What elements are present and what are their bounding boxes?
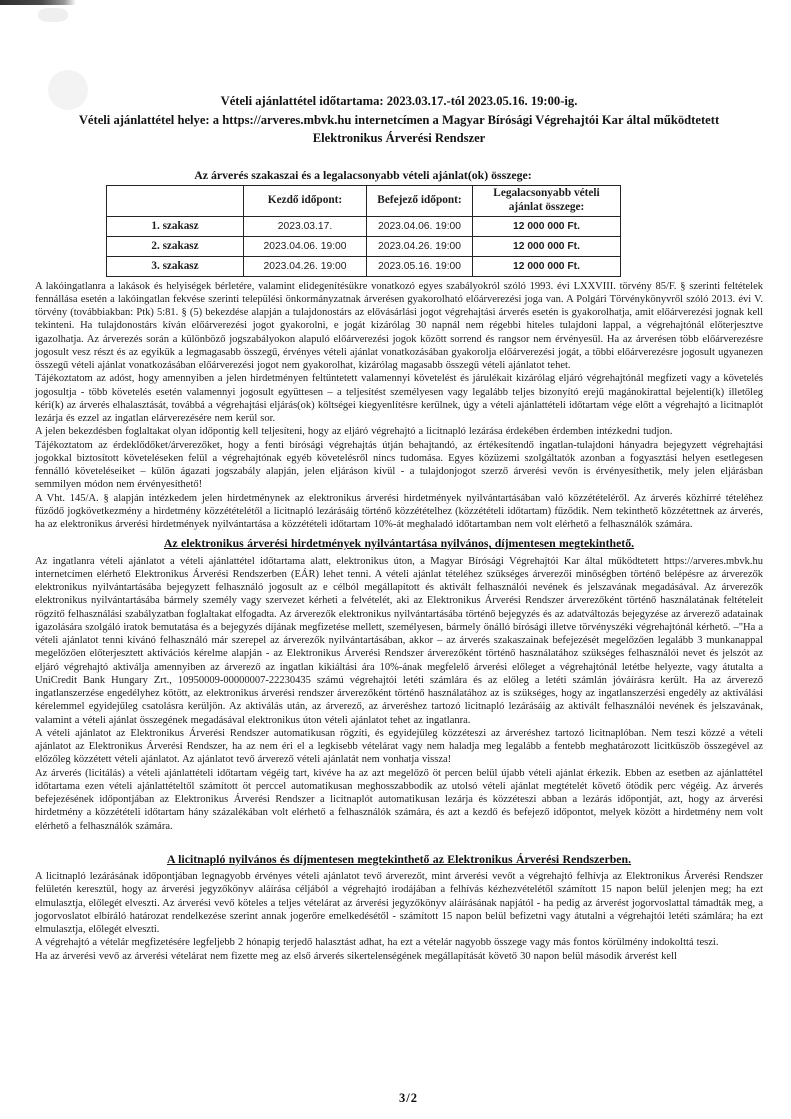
stage-2-start: 2023.04.06. 19:00 bbox=[244, 236, 367, 256]
auction-stages-section bbox=[106, 168, 620, 277]
heading-registry-public: Az elektronikus árverési hirdetmények nyilvántartása nyilvános, díjmentesen megtekinthető. bbox=[163, 536, 635, 551]
title-line-place: Vételi ajánlattétel helye: a https://arveres.mbvk.hu internetcímen a Magyar Bírósági Végrehajtói Kar által működtetett Elektronikus Árverési Rendszer bbox=[78, 112, 720, 145]
paragraph-second-auction: Ha az árverési vevő az árverési vételárat nem fizette meg az első árverés sikertelenségének megállapítását követő 30 napon belül második árverést kell bbox=[35, 950, 677, 962]
table-row bbox=[107, 236, 621, 256]
stage-1-start: 2023.03.17. bbox=[244, 216, 367, 236]
paragraph-debtor-notice: Tájékoztatom az adóst, hogy amennyiben a jelen hirdetményen feltüntetett valamennyi követelést és járulékait kizárólag eljáró végrehajtónál megfizeti vagy a követelés jogosultja - több követelés esetén valamennyi jogosult együttesen – a teljesítést személyesen vagy legalább teljes bizonyító erejű magánokirattal bejelenti(k) illetőleg kéri(k) az árverés elhalasztását, továbbá a végrehajtási eljárás(ok) költségei kiegyenlítésre kerülnek, úgy a vételi ajánlattételi időtartam vége előtt a végrehajtó a licitnaplót lezárja és ezzel az ingatlan elárverezésére nem kerül sor. bbox=[35, 373, 763, 424]
paragraph-auction-duration: Az árverés (licitálás) a vételi ajánlattételi időtartam végéig tart, kivéve ha az azt megelőző öt percen belül újabb vételi ajánlat érkezik. Ebben az esetben az ajánlattétel időtartama ezen vételi ajánlattételtől számított öt perccel automatikusan meghosszabbodik az utolsó vételi ajánlat megtételét követő ötödik perc végéig. Az árverés befejezésének időpontjában az Elektronikus Árverési Rendszer a licitnaplót automatikusan lezárja és közzéteszi abban a lezárás időpontját, azt, hogy az árverési hirdetmény a közzétételi időtartam hány százalékában volt elérhető a felhasználók számára, és azt a kezdő és befejező időpontot, melyek között a hirdetmény nem volt elérhető a felhasználók számára. bbox=[35, 767, 763, 832]
scan-artifact-smudge bbox=[38, 8, 68, 22]
document-title bbox=[35, 92, 763, 148]
paragraph-vht-publication: A Vht. 145/A. § alapján intézkedem jelen hirdetménynek az elektronikus árverési hirdetmények nyilvántartásában való közzétételéről. Az árverés közhírré tételéhez fűződő jogkövetkezmény a hirdetmény közzétételétől a licitnapló lezárásáig történő közzétételhez (közzétételi időtartam) fűződik. Nem tekinthető közzétettnek az árverés, ha az elektronikus árverési hirdetmények nyilvántartása a közzétételi időtartam 10%-át meghaladó időtartamban nem volt elérhető a felhasználók számára. bbox=[35, 492, 763, 530]
header-min-bid: Legalacsonyabb vételi ajánlat összege: bbox=[473, 185, 621, 216]
header-end: Befejező időpont: bbox=[367, 185, 473, 216]
table-header-row bbox=[107, 185, 621, 216]
legal-body-text bbox=[35, 280, 763, 963]
stage-2-label: 2. szakasz bbox=[107, 236, 244, 256]
paragraph-preemption-rights: A lakóingatlanra a lakások és helyiségek bérletére, valamint elidegenítésükre vonatkozó egyes szabályokról szóló 1993. évi LXXVIII. törvény 85/F. § szerinti feltételek fennállása esetén a lakóingatlan fekvése szerinti települési önkormányzatnak árverésen gyakorolható előárverezési joga van. A Polgári Törvénykönyvről szóló 2013. évi V. törvény (továbbiakban: Ptk) 5:81. § (5) bekezdése alapján a tulajdonostárs az elővásárlási jogot végrehajtási árverés esetén is gyakorolhatja, amit előárverezési jognak kell tekinteni. Ha tulajdonostárs kíván előárverezési jogot gyakorolni, e jogát kizárólag 30 napnál nem régebbi hiteles tulajdoni lappal, a végrehajtónál előterjesztve igazolhatja. Az árverezés során a különböző jogszabályokon alapuló előárverezési jogok között sorrend és rangsor nem érvényesül. Ha az árverésen több előárverezésre jogosult vesz részt és az egyikük a legmagasabb összegű, érvényes vételi ajánlat vonatkozásában gyakorolja előárverezési jogát, a többi előárverezésre jogosult ugyanezen összegű vételi ajánlat vonatkozásában előárverezési jogot nem gyakorolhat, kizárólag magasabb összegű vételi ajánlatot tehet. bbox=[35, 280, 763, 371]
table-row bbox=[107, 256, 621, 276]
paragraph-deadline-note: A jelen bekezdésben foglaltakat olyan időpontig kell teljesíteni, hogy az eljáró végrehajtó a licitnapló lezárása érdekében érdemben intézkedni tudjon. bbox=[35, 426, 673, 438]
paragraph-payment-extension: A végrehajtó a vételár megfizetésére legfeljebb 2 hónapig terjedő halasztást adhat, ha ezt a vételár nagyobb összege vagy más fontos körülmény indokolttá teszi. bbox=[35, 937, 719, 949]
paragraph-bidding-system: Az ingatlanra vételi ajánlatot a vételi ajánlattétel időtartama alatt, elektronikus úton, a Magyar Bírósági Végrehajtói Kar által működtetett https://arveres.mbvk.hu internetcímen elérhető Elektronikus Árverési Rendszerben (EÁR) lehet tenni. A vételi ajánlat tételéhez szükséges árverezői minőségben történő belépésre az árverezők elektronikus nyilvántartásába bejegyzett felhasználó jogosult az e célból megállapított és aktivált felhasználói nevének és jelszavának megadásával. Az árverezők elektronikus nyilvántartásába bármely személy vagy szervezet kérheti a felvételét, aki az Elektronikus Árverési Rendszer árverezőként történő használatának feltételeit rögzítő felhasználási szabályzatban foglaltakat elfogadta. Az árverezők elektronikus nyilvántartásába történő bejegyzés és az adatváltozás bejegyzése az árverező adatainak igazolására szolgáló iratok bemutatása és a bejegyzés díjának megfizetése mellett, személyesen, bármely önálló bírósági illetve törvényszéki végrehajtónál kérhető. –"Ha a vételi ajánlatot tenni kívánó felhasználó már szerepel az árverezők nyilvántartásában, akkor – az árverés szakaszainak befejezését megelőzően legalább 3 munkanappal megelőzően előterjesztett aktivációs kérelme alapján - az Elektronikus Árverési Rendszer árverezőként történő használatához szükséges felhasználói nevet és jelszót az eljáró végrehajtó aktiválja amennyiben az árverező az ingatlan kikiáltási ára 10%-ának megfelelő árverési előleget a végrehajtónál letétbe helyezte, vagy átutalta a UniCredit Bank Hungary Zrt., 10950009-00000007-22230435 számú végrehajtói letéti számlára és az előleg a letéti számlán jóváírásra került. Ha az árverező ingatlanszerzése engedélyhez kötött, az elektronikus árverési rendszer árverezőként történő használatához az is szükséges, hogy az ingatlanszerzési engedély az aktiválási kérelemmel egyidejűleg csatolásra kerüljön. Az aktiválás után, az árverező, az árveréshez tartozó licitnapló lezárásáig az aktivált felhasználói nevének és jelszavának, valamint a vételi ajánlat összegének megadásával elektronikus úton vételi ajánlatot tehet az ingatlanra. bbox=[35, 555, 763, 726]
stage-3-start: 2023.04.26. 19:00 bbox=[244, 256, 367, 276]
auction-stages-table bbox=[106, 185, 621, 277]
stage-3-end: 2023.05.16. 19:00 bbox=[367, 256, 473, 276]
scan-artifact-smudge bbox=[48, 70, 88, 110]
stage-1-end: 2023.04.06. 19:00 bbox=[367, 216, 473, 236]
paragraph-winner-obligations: A licitnapló lezárásának időpontjában legnagyobb érvényes vételi ajánlatot tevő árverezőt, mint árverési vevőt a végrehajtó felhívja az Elektronikus Árverési Rendszer felületén keresztül, hogy az árverési jegyzőkönyv aláírása céljából a végrehajtó irodájában a felhívás kézhezvételétől számított 15 napon belül jelenjen meg; ha ezt elmulasztja, előlegét elveszti. Az árverési vevő köteles a teljes vételárat az árverési jegyzőkönyv aláírásának napjától - ha pedig az árverést jogorvoslattal támadták meg, a jogorvoslatot elbíráló határozat rendelkezése szerint annak jogerőre emelkedésétől - számított 15 napon belül befizetni vagy átutalni a végrehajtói letéti számlára; ha ezt elmulasztja, előlegét elveszti. bbox=[35, 871, 763, 935]
paragraph-claims-notice: Tájékoztatom az érdeklődőket/árverezőket, hogy a fenti bírósági végrehajtás útján behajtandó, az értékesítendő ingatlan-tulajdoni hányadra bejegyzett végrehajtási jogokkal biztosított követeléseken felül a végrehajtónak egyéb követelésről nincs tudomása. Egyes közüzemi szolgáltatók azonban a fogyasztási helyen esetlegesen fennálló követeléseiket – külön ágazati jogszabály alapján, jelen eljáráson kívül - a tulajdonjogot szerző árverési vevőn is érvényesíthetik, mely jelen eljárásban semmilyen módon nem érvényesíthető! bbox=[35, 439, 763, 491]
table-caption: Az árverés szakaszai és a legalacsonyabb vételi ajánlat(ok) összege: bbox=[194, 167, 532, 182]
paragraph-bid-recording: A vételi ajánlatot az Elektronikus Árverési Rendszer automatikusan rögzíti, és egyidejűleg közzéteszi az árveréshez tartozó licitnaplóban. Nem teszi közzé a vételi ajánlatot az Elektronikus Árverési Rendszer, ha az nem éri el a legkisebb vételárat vagy nem haladja meg legalább a fentebb meghatározott licitküszöb összegével az előzőleg közzétett vételi ajánlatot. Az ajánlatot tevő árverező vételi ajánlatát nem vonhatja vissza! bbox=[35, 727, 763, 766]
stage-3-min-bid: 12 000 000 Ft. bbox=[473, 256, 621, 276]
stage-1-label: 1. szakasz bbox=[107, 216, 244, 236]
header-start: Kezdő időpont: bbox=[244, 185, 367, 216]
title-line-period: Vételi ajánlattétel időtartama: 2023.03.17.-tól 2023.05.16. 19:00-ig. bbox=[220, 94, 578, 108]
header-stage bbox=[107, 185, 244, 216]
stage-2-end: 2023.04.26. 19:00 bbox=[367, 236, 473, 256]
heading-bidlog-public: A licitnapló nyilvános és díjmentesen megtekinthető az Elektronikus Árverési Rendszerben. bbox=[166, 851, 632, 866]
stage-3-label: 3. szakasz bbox=[107, 256, 244, 276]
scan-artifact-top-edge bbox=[0, 0, 76, 5]
table-row bbox=[107, 216, 621, 236]
stage-1-min-bid: 12 000 000 Ft. bbox=[473, 216, 621, 236]
page-number: 3/2 bbox=[399, 1091, 418, 1105]
stage-2-min-bid: 12 000 000 Ft. bbox=[473, 236, 621, 256]
